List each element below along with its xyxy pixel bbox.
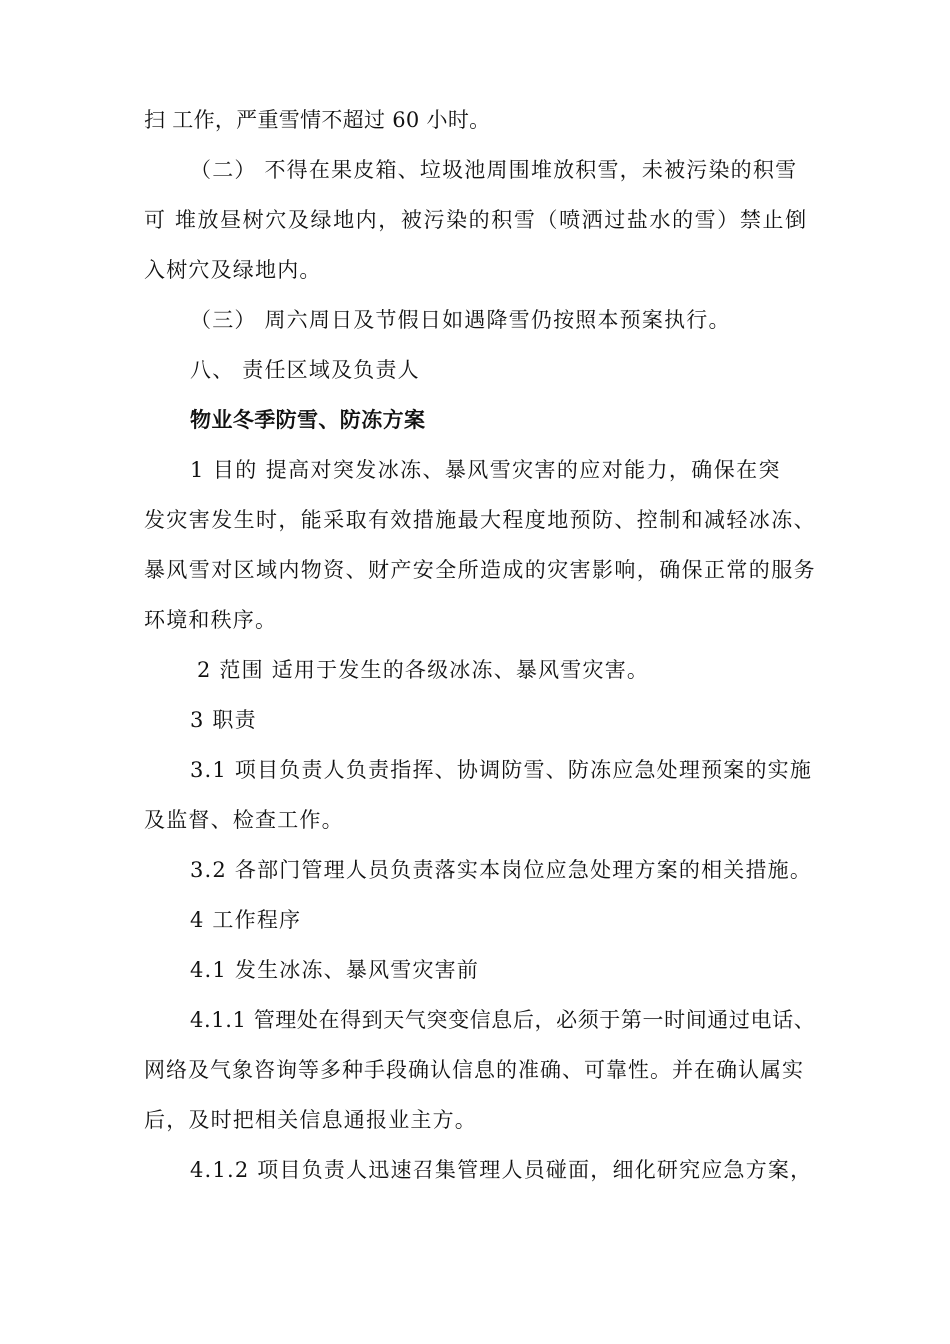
section-heading: 4.1 发生冰冻、暴风雪灾害前 (190, 958, 480, 982)
text-line: 4.1.1 管理处在得到天气突变信息后，必须于第一时间通过电话、 (190, 1008, 816, 1032)
text-line: 扫 工作，严重雪情不超过 60 小时。 (144, 108, 491, 132)
text-line: 网络及气象咨询等多种手段确认信息的准确、可靠性。并在确认属实 (144, 1058, 804, 1082)
text-line: 可 堆放昼树穴及绿地内，被污染的积雪（喷洒过盐水的雪）禁止倒 (144, 208, 808, 232)
text-line: 发灾害发生时，能采取有效措施最大程度地预防、控制和减轻冰冻、 (144, 508, 816, 532)
text-line: 1 目的 提高对突发冰冻、暴风雪灾害的应对能力，确保在突 (190, 458, 781, 482)
text-line: 暴风雪对区域内物资、财产安全所造成的灾害影响，确保正常的服务 (144, 558, 816, 582)
text-line: （三） 周六周日及节假日如遇降雪仍按照本预案执行。 (190, 308, 731, 332)
text-line: 环境和秩序。 (144, 608, 278, 632)
text-line: 后，及时把相关信息通报业主方。 (144, 1108, 477, 1132)
text-line: 及监督、检查工作。 (144, 808, 344, 832)
text-line: 3.2 各部门管理人员负责落实本岗位应急处理方案的相关措施。 (190, 858, 813, 882)
section-heading: 4 工作程序 (190, 908, 302, 932)
text-line: 4.1.2 项目负责人迅速召集管理人员碰面，细化研究应急方案， (190, 1158, 813, 1182)
section-heading: 3 职责 (190, 708, 257, 732)
text-line: （二） 不得在果皮箱、垃圾池周围堆放积雪，未被污染的积雪 (190, 158, 798, 182)
section-heading: 八、 责任区域及负责人 (190, 358, 420, 382)
document-title: 物业冬季防雪、防冻方案 (190, 407, 426, 432)
text-line: 3.1 项目负责人负责指挥、协调防雪、防冻应急处理预案的实施 (190, 758, 813, 782)
text-line: 2 范围 适用于发生的各级冰冻、暴风雪灾害。 (197, 658, 650, 682)
text-line: 入树穴及绿地内。 (144, 258, 322, 282)
